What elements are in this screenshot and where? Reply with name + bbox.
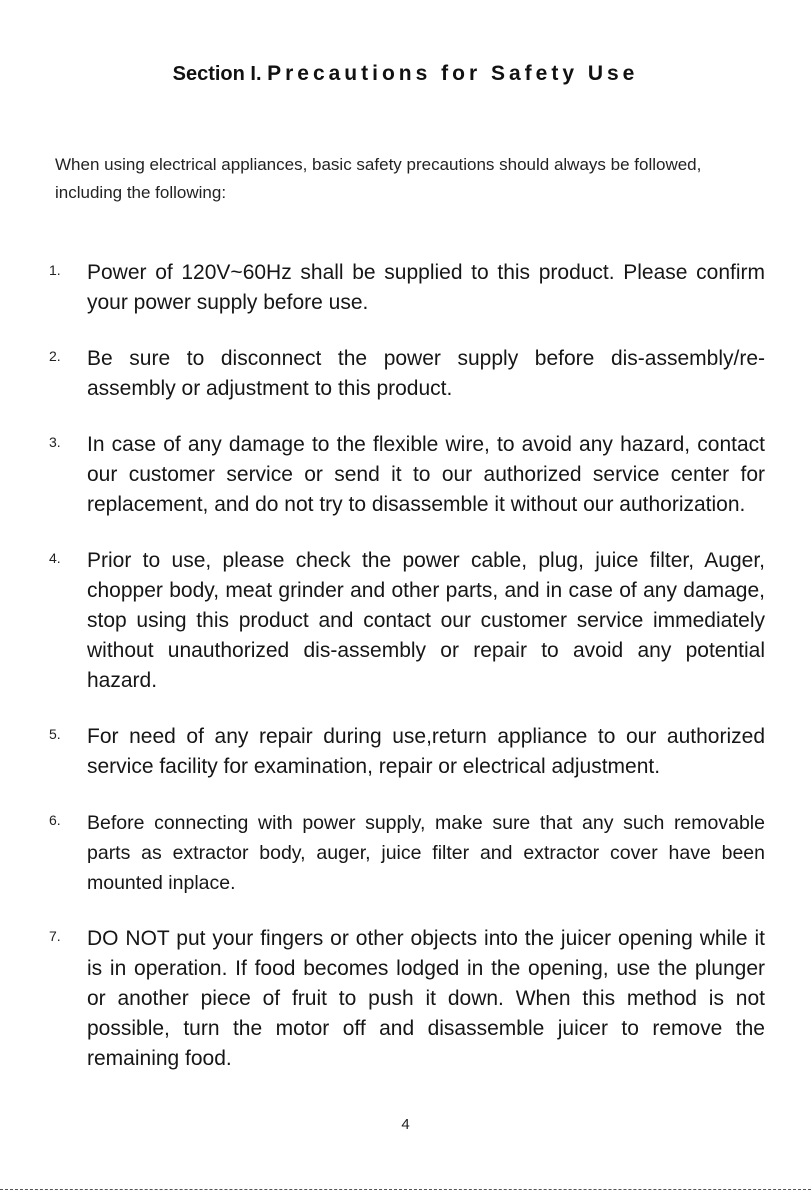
item-number: 3. xyxy=(49,434,61,450)
list-item xyxy=(0,344,811,404)
item-number: 4. xyxy=(49,550,61,566)
page-number: 4 xyxy=(401,1116,410,1133)
item-text: For need of any repair during use,return appliance to our authorized service facility for examination, repair or electrical adjustment. xyxy=(87,725,765,778)
section-label: Section I. xyxy=(172,63,262,85)
list-item xyxy=(0,258,811,318)
precautions-list xyxy=(0,258,811,1100)
list-item xyxy=(0,546,811,696)
section-heading xyxy=(0,62,811,86)
item-text: In case of any damage to the flexible wire, to avoid any hazard, contact our customer service or send it to our authorized service center for replacement, and do not try to disassemble it without our authorization. xyxy=(87,433,765,516)
item-text: Before connecting with power supply, make sure that any such removable parts as extractor body, auger, juice filter and extractor cover have been mounted inplace. xyxy=(87,812,765,894)
item-text: DO NOT put your fingers or other objects into the juicer opening while it is in operation. If food becomes lodged in the opening, use the plunger or another piece of fruit to push it down. When this method is not possible, turn the motor off and disassemble juicer to remove the remaining food. xyxy=(87,927,765,1070)
item-text: Prior to use, please check the power cable, plug, juice filter, Auger, chopper body, meat grinder and other parts, and in case of any damage, stop using this product and contact our customer service immediately without unauthorized dis-assembly or repair to avoid any potential hazard. xyxy=(87,549,765,692)
item-text: Power of 120V~60Hz shall be supplied to this product. Please confirm your power supply before use. xyxy=(87,261,765,314)
item-number: 6. xyxy=(49,812,61,828)
list-item xyxy=(0,722,811,782)
page-edge-divider xyxy=(0,1189,811,1190)
item-number: 2. xyxy=(49,348,61,364)
list-item xyxy=(0,808,811,898)
section-title-text: Precautions for Safety Use xyxy=(267,62,639,85)
list-item xyxy=(0,430,811,520)
intro-paragraph: When using electrical appliances, basic safety precautions should always be followed, including the following: xyxy=(55,155,702,202)
item-number: 5. xyxy=(49,726,61,742)
item-text: Be sure to disconnect the power supply before dis-assembly/re-assembly or adjustment to this product. xyxy=(87,347,765,400)
item-number: 1. xyxy=(49,262,61,278)
item-number: 7. xyxy=(49,928,61,944)
list-item xyxy=(0,924,811,1074)
